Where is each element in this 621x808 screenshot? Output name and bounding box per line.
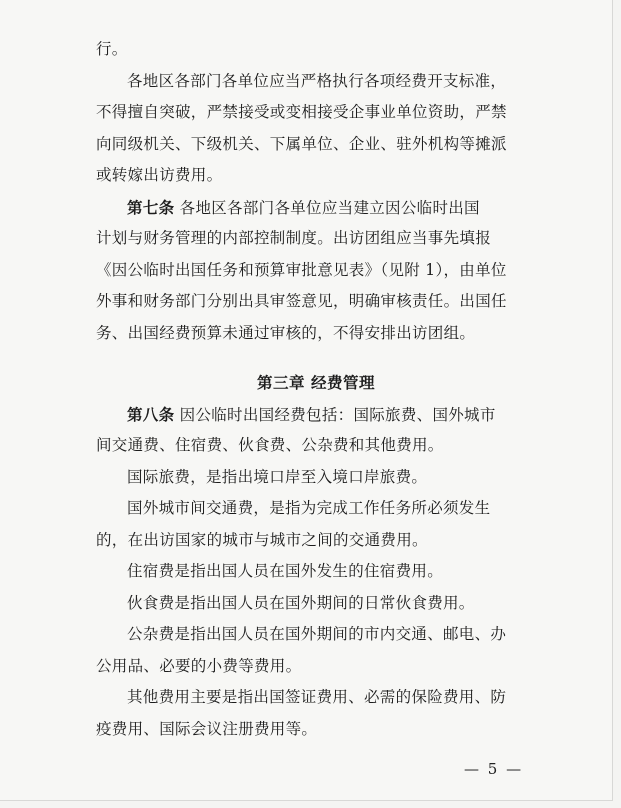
chapter-heading: 第三章 经费管理 bbox=[257, 373, 375, 392]
text-line: 住宿费是指出国人员在国外发生的住宿费用。 bbox=[127, 562, 444, 580]
article-7-text: 各地区各部门各单位应当建立因公临时出国 bbox=[179, 198, 480, 217]
article-7-heading: 第七条 bbox=[127, 197, 175, 217]
article-7-line bbox=[96, 192, 536, 224]
article-8-text: 因公临时出国经费包括：国际旅费、国外城市 bbox=[179, 405, 496, 424]
text-line: 或转嫁出访费用。 bbox=[96, 166, 223, 184]
text-line: 不得擅自突破，严禁接受或变相接受企事业单位资助，严禁 bbox=[96, 103, 507, 121]
text-line: 各地区各部门各单位应当严格执行各项经费开支标准， bbox=[127, 71, 507, 90]
text-line: 计划与财务管理的内部控制制度。出访团组应当事先填报 bbox=[96, 229, 492, 247]
text-line: 《因公临时出国任务和预算审批意见表》（见附 1），由单位 bbox=[96, 260, 507, 279]
text-line: 的，在出访国家的城市与城市之间的交通费用。 bbox=[96, 530, 428, 549]
text-line: 务、出国经费预算未通过审核的，不得安排出访团组。 bbox=[96, 323, 476, 342]
text-line: 国际旅费，是指出境口岸至入境口岸旅费。 bbox=[127, 467, 428, 486]
text-line: 公杂费是指出国人员在国外期间的市内交通、邮电、办 bbox=[127, 625, 507, 643]
text-line: 国外城市间交通费，是指为完成工作任务所必须发生 bbox=[127, 499, 491, 517]
document-body bbox=[96, 34, 536, 745]
text-line: 伙食费是指出国人员在国外期间的日常伙食费用。 bbox=[127, 593, 475, 612]
text-line: 其他费用主要是指出国签证费用、必需的保险费用、防 bbox=[127, 688, 507, 706]
page-number: — 5 — bbox=[464, 760, 524, 778]
spacer bbox=[96, 349, 536, 367]
text-line: 向同级机关、下级机关、下属单位、企业、驻外机构等摊派 bbox=[96, 134, 507, 153]
text-line: 疫费用、国际会议注册费用等。 bbox=[96, 719, 318, 738]
text-line: 行。 bbox=[96, 40, 128, 58]
text-line: 间交通费、住宿费、伙食费、公杂费和其他费用。 bbox=[96, 436, 444, 454]
text-line: 外事和财务部门分别出具审签意见，明确审核责任。出国任 bbox=[96, 292, 507, 310]
article-8-heading: 第八条 bbox=[127, 404, 175, 424]
article-8-line bbox=[96, 399, 536, 431]
text-line: 公用品、必要的小费等费用。 bbox=[96, 656, 302, 675]
